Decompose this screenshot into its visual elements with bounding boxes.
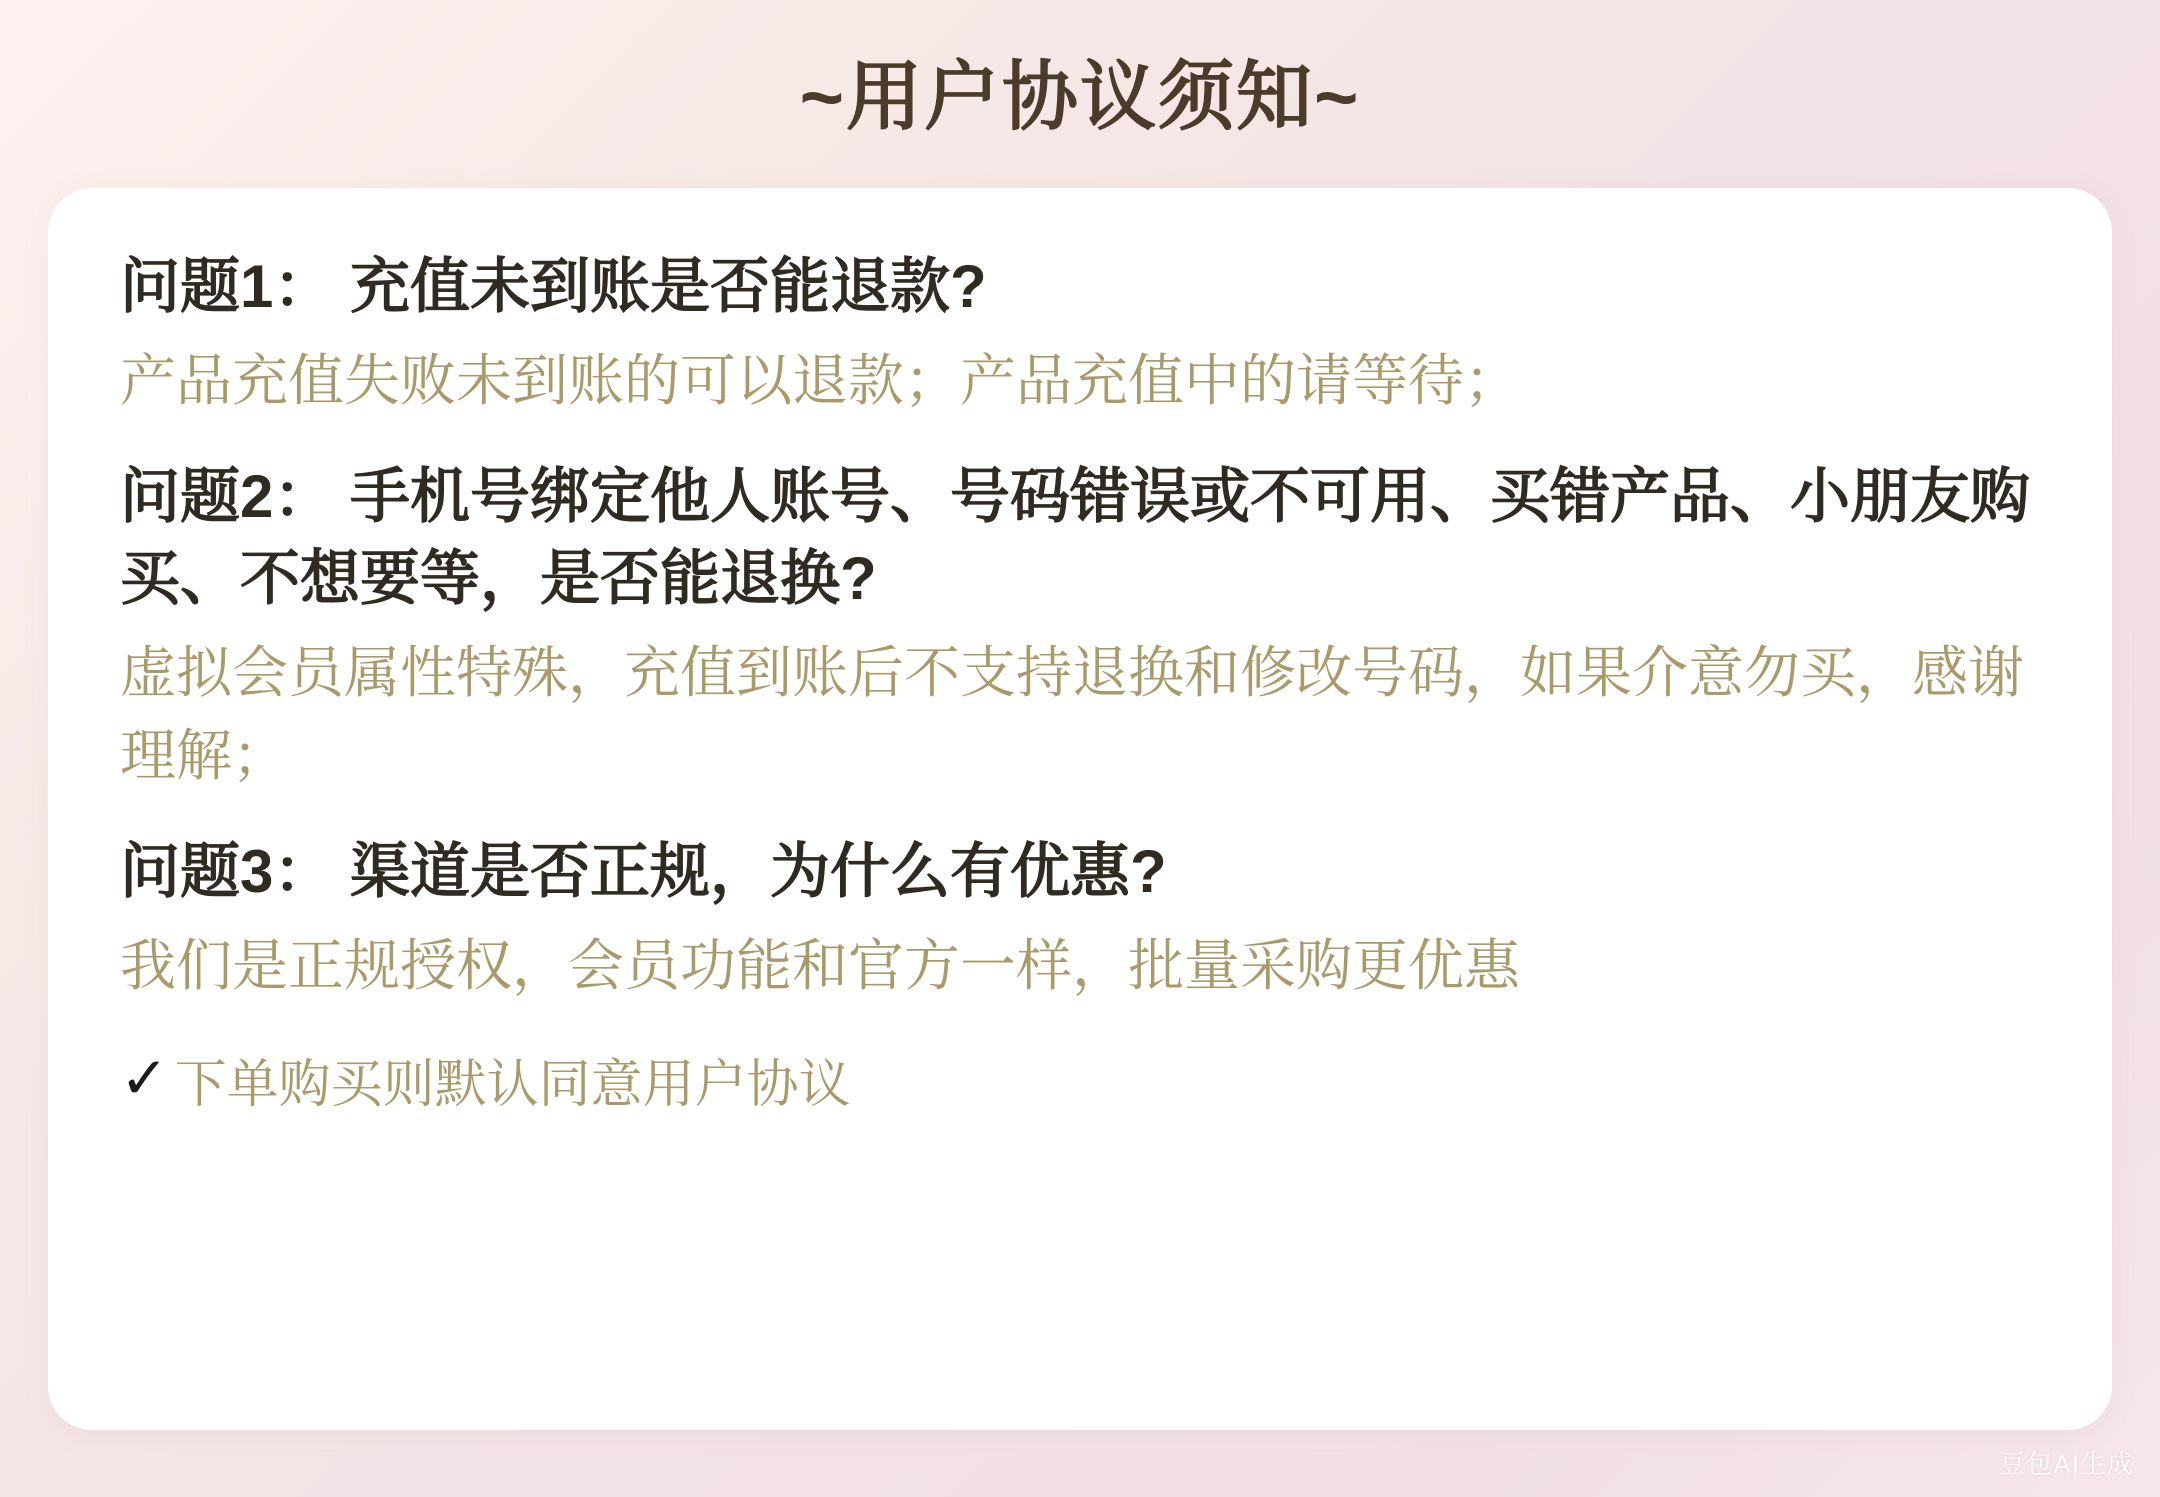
question-text: 问题3： 渠道是否正规，为什么有优惠? [120, 838, 1167, 906]
page-title: ~用户协议须知~ [799, 55, 1361, 140]
qa-item [120, 456, 2040, 797]
answer-text: 虚拟会员属性特殊，充值到账后不支持退换和修改号码，如果介意勿买，感谢理解； [120, 640, 2024, 787]
question-text: 问题2： 手机号绑定他人账号、号码错误或不可用、买错产品、小朋友购买、不想要等，是否能退换? [120, 463, 2031, 613]
check-icon: ✓ [120, 1046, 169, 1112]
question-text: 问题1： 充值未到账是否能退款? [120, 253, 987, 320]
watermark-label: 豆包AI生成 [1999, 1449, 2134, 1479]
answer-text: 我们是正规授权，会员功能和官方一样，批量采购更优惠 [120, 934, 1520, 997]
agreement-consent-row [120, 1042, 2040, 1117]
answer-text: 产品充值失败未到账的可以退款；产品充值中的请等待； [120, 348, 1520, 412]
agreement-card [48, 188, 2112, 1430]
qa-item [120, 246, 2040, 422]
qa-item [120, 831, 2040, 1007]
agreement-consent-text: 下单购买则默认同意用户协议 [174, 1055, 851, 1114]
